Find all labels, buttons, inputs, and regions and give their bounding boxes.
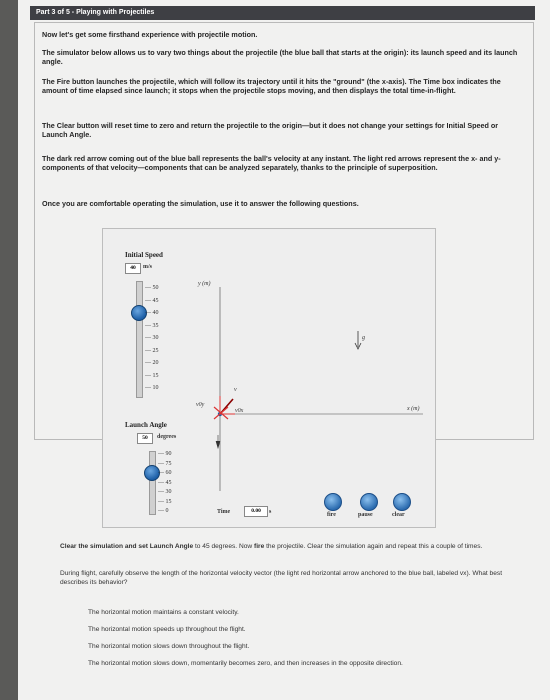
answer-option[interactable]: The horizontal motion speeds up throughout the flight. — [88, 626, 246, 633]
page — [18, 0, 550, 700]
vox-label: v0x — [235, 408, 244, 414]
angle-field[interactable]: 50 — [137, 433, 153, 444]
question-instructions — [60, 543, 530, 552]
answer-option[interactable]: The horizontal motion slows down throughout the flight. — [88, 643, 250, 650]
clear-label: clear — [392, 512, 405, 518]
speed-tick-label: — 35 — [145, 322, 159, 329]
intro-p3-a: The — [42, 77, 57, 86]
fire-button[interactable] — [324, 493, 342, 511]
angle-tick-label: — 15 — [158, 498, 172, 505]
speed-tick-label: — 30 — [145, 335, 159, 341]
intro-p4-speed: Initial Speed — [446, 121, 489, 130]
intro-p4-c: or — [488, 121, 499, 130]
part-header — [30, 6, 535, 20]
speed-unit: m/s — [143, 264, 152, 270]
intro-p5: The dark red arrow coming out of the blue ball represents the ball's velocity at any instant. The light red arrows represent the x- and y-components of that velocity—components that can be analyzed separately, thanks to the principle of superposition. — [42, 154, 501, 172]
question-prompt: During flight, carefully observe the length of the horizontal velocity vector (the light red horizontal arrow anchored to the blue ball, labeled vx). What best describes its behavior? — [60, 570, 503, 586]
intro-p2: The simulator below allows us to vary two things about the projectile (the blue ball that starts at the origin): its launch speed and its launch angle. — [42, 48, 518, 66]
x-axis-label: x (m) — [407, 406, 420, 412]
pause-button[interactable] — [360, 493, 378, 511]
angle-tick-label: — 45 — [158, 479, 172, 486]
voy-label: v0y — [196, 402, 205, 408]
angle-tick-label: — 30 — [158, 489, 172, 495]
speed-tick-label: — 50 — [145, 285, 159, 291]
intro-p4-d: . — [89, 130, 92, 139]
speed-tick-label: — 15 — [145, 372, 159, 379]
intro-p4-clear: Clear — [56, 121, 75, 130]
answer-option[interactable]: The horizontal motion maintains a constant velocity. — [88, 609, 239, 616]
angle-unit: degrees — [157, 434, 177, 440]
intro-p4-b: button will reset time to zero and return the projectile to the origin—but it does not change your settings for — [74, 121, 447, 130]
angle-tick-label: — 90 — [158, 451, 172, 457]
angle-tick-label: — 0 — [158, 508, 169, 514]
initial-speed-title: Initial Speed — [125, 251, 163, 259]
speed-field[interactable]: 40 — [125, 263, 141, 274]
speed-tick-label: — 25 — [145, 347, 159, 354]
angle-tick-label: — 60 — [158, 470, 172, 476]
pause-label: pause — [358, 512, 373, 518]
intro-p4-a: The — [42, 121, 57, 130]
intro-p3 — [42, 77, 522, 95]
part-title: Part 3 of 5 - Playing with Projectiles — [36, 9, 155, 16]
fire-label: fire — [327, 512, 336, 518]
trajectory-plot — [103, 229, 435, 527]
speed-tick-label: — 10 — [145, 385, 159, 391]
time-unit: s — [269, 509, 272, 515]
clear-button[interactable] — [393, 493, 411, 511]
intro-p1: Now let's get some firsthand experience with projectile motion. — [42, 30, 258, 39]
answer-option[interactable]: The horizontal motion slows down, momentarily becomes zero, and then increases in the opposite direction. — [88, 660, 403, 667]
instr-fire: fire — [254, 543, 265, 550]
intro-p3-fire: Fire — [56, 77, 70, 86]
speed-tick-label: — 40 — [145, 310, 159, 316]
velocity-label: v — [234, 387, 237, 393]
intro-p4-angle: Launch Angle — [42, 130, 90, 139]
launch-angle-title: Launch Angle — [125, 421, 167, 429]
time-field: 0.00 — [244, 506, 268, 517]
intro-p4 — [42, 121, 522, 139]
instr-angle: Launch Angle — [149, 543, 194, 550]
gravity-label: g — [362, 335, 365, 341]
instr-c: the projectile. Clear the simulation again and repeat this a couple of times. — [264, 543, 483, 550]
y-axis-label: y (m) — [198, 281, 211, 287]
intro-p6: Once you are comfortable operating the simulation, use it to answer the following questions. — [42, 199, 359, 208]
time-label: Time — [217, 509, 231, 515]
intro-p3-b: button launches the projectile, which will follow its trajectory until it hits the "ground" (the x-axis). The Time box indicates the amount of time elapsed since launch; it stops when the projectile stops moving, and then displays the total time-in-flight. — [42, 77, 501, 95]
instr-a: Clear the simulation and set — [60, 543, 150, 550]
speed-tick-label: — 45 — [145, 297, 159, 304]
angle-tick-label: — 75 — [158, 460, 172, 467]
instr-b: to 45 degrees. Now — [193, 543, 254, 550]
projectile-simulator — [102, 228, 436, 528]
speed-tick-label: — 20 — [145, 360, 159, 366]
